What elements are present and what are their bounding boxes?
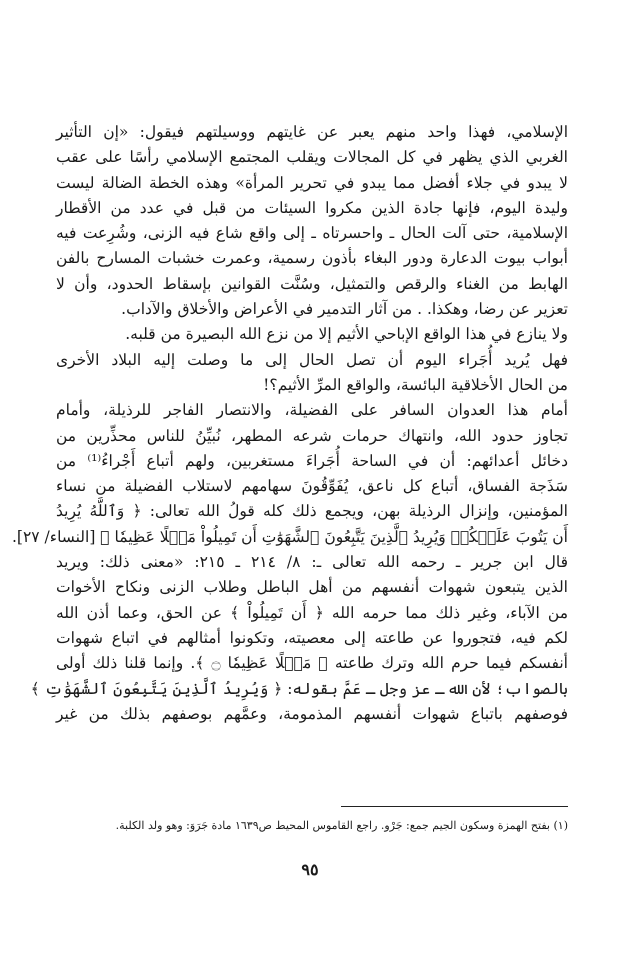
text-line: الهابط من الغناء والرقص والتمثيل، وسُنَّت القوانين بإسقاط الحدود، وأن لا <box>56 274 568 293</box>
text-line: أمام هذا العدوان السافر على الفضيلة، والانتصار الفاجر للرذيلة، وأمام <box>56 401 568 420</box>
text-line: الإسلامي، فهذا واحد منهم يعبر عن غايتهم ووسيلتهم فيقول: «إن التأثير <box>56 123 568 141</box>
text-line: أبواب بيوت الدعارة ودور البغاء بأذون رسمية، وعمرت خشبات المسارح بالفن <box>56 249 568 268</box>
text-line: سَذَجة الفساق، أتباع كل ناعق، يُفَوِّقُونَ سهامهم لاستلاب الفضيلة من نساء <box>56 477 568 496</box>
text-line: لا يبدو في جلاء أفضل مما يبدو في تحرير المرأة» وهذه الخطة الضالة ليست <box>56 173 568 192</box>
text-line: دخائل أعدائهم: أن في الساحة أُجَراءَ مستغربين، ولهم أتباع أَجْراءُ⁽¹⁾ من <box>56 451 568 470</box>
text-line: من الحال الأخلاقية البائسة، والواقع المرِّ الأثيم؟! <box>263 375 568 394</box>
text-line: الإسلامية، حتى آلت الحال ـ واحسرتاه ـ إلى واقع شاع فيه الزنى، وشُرِعت فيه <box>56 224 568 243</box>
body-text <box>11 120 568 727</box>
text-line: تجاوز حدود الله، وانتهاك حرمات شرعه المطهر، نُبيِّنُ للناس محذِّرين من <box>56 426 568 445</box>
text-line: لكم فيه، فتجوروا عن طاعته إلى معصيته، وتكونوا أمثالهم في اتباع شهوات <box>56 628 568 647</box>
text-line: تعزير عن رضا، وهكذا. . من آثار التدمير في الأعراض والأخلاق والآداب. <box>121 300 568 319</box>
text-line: ولا ينازع في هذا الواقع الإباحي الأثيم إلا من نزع الله البصيرة من قلبه. <box>125 325 568 344</box>
text-line: أَن يَتُوبَ عَلَيۡكُمۡ وَيُرِيدُ ٱلَّذِينَ يَتَّبِعُونَ ٱلشَّهَوَٰتِ أَن تَمِيلُواْ مَيۡلًا عَظِيمٗا ﴾ [النساء/ ٢٧]. <box>11 527 568 546</box>
text-line: بالصواب؛ لأن الله ـ عز وجل ـ عَمَّ بقوله: ﴿ وَيُرِيدُ ٱلَّذِينَ يَتَّبِعُونَ ٱلشَّهَوَٰتِ ﴾ <box>30 679 568 698</box>
text-line: المؤمنين، وإنزال الرذيلة بهن، ويجمع ذلك كله قولُ الله تعالى: ﴿ وَٱللَّهُ يُرِيدُ <box>56 502 568 521</box>
footnote-divider <box>341 806 568 807</box>
text-line: من الآباء، وغير ذلك مما حرمه الله ﴿ أَن تَمِيلُواْ ﴾ عن الحق، وعما أذن الله <box>56 603 568 622</box>
text-line: فوصفهم باتباع شهوات أنفسهم المذمومة، وعمَّهم بوصفهم بذلك من غير <box>56 704 568 723</box>
text-line: فهل يُريد أُجَراء اليوم أن تصل الحال إلى ما وصلت إليه البلاد الأخرى <box>56 350 568 369</box>
text-line: وليدة اليوم، فإنها جادة الذين مكروا السيئات من قبل في عدد من الأقطار <box>56 198 568 217</box>
text-line: قال ابن جرير ـ رحمه الله تعالى ـ: ٨/ ٢١٤ ـ ٢١٥: «معنى ذلك: ويريد <box>56 553 568 572</box>
page-number: ٩٥ <box>301 860 319 879</box>
footnote: (١) بفتح الهمزة وسكون الجيم جمع: جَرْو. راجع القاموس المحيط ص١٦٣٩ مادة جَرَوَ: وهو ولد الكلبة. <box>115 819 568 832</box>
text-line: أنفسكم فيما حرم الله وترك طاعته ﴿ مَيۡلًا عَظِيمٗا ۝ ﴾. وإنما قلنا ذلك أولى <box>56 654 568 673</box>
text-line: الذين يتبعون شهوات أنفسهم من أهل الباطل وطلاب الزنى ونكاح الأخوات <box>56 578 568 597</box>
text-line: الغربي الذي يظهر في كل المجالات ويقلب المجتمع الإسلامي رأسًا على عقب <box>56 148 568 167</box>
